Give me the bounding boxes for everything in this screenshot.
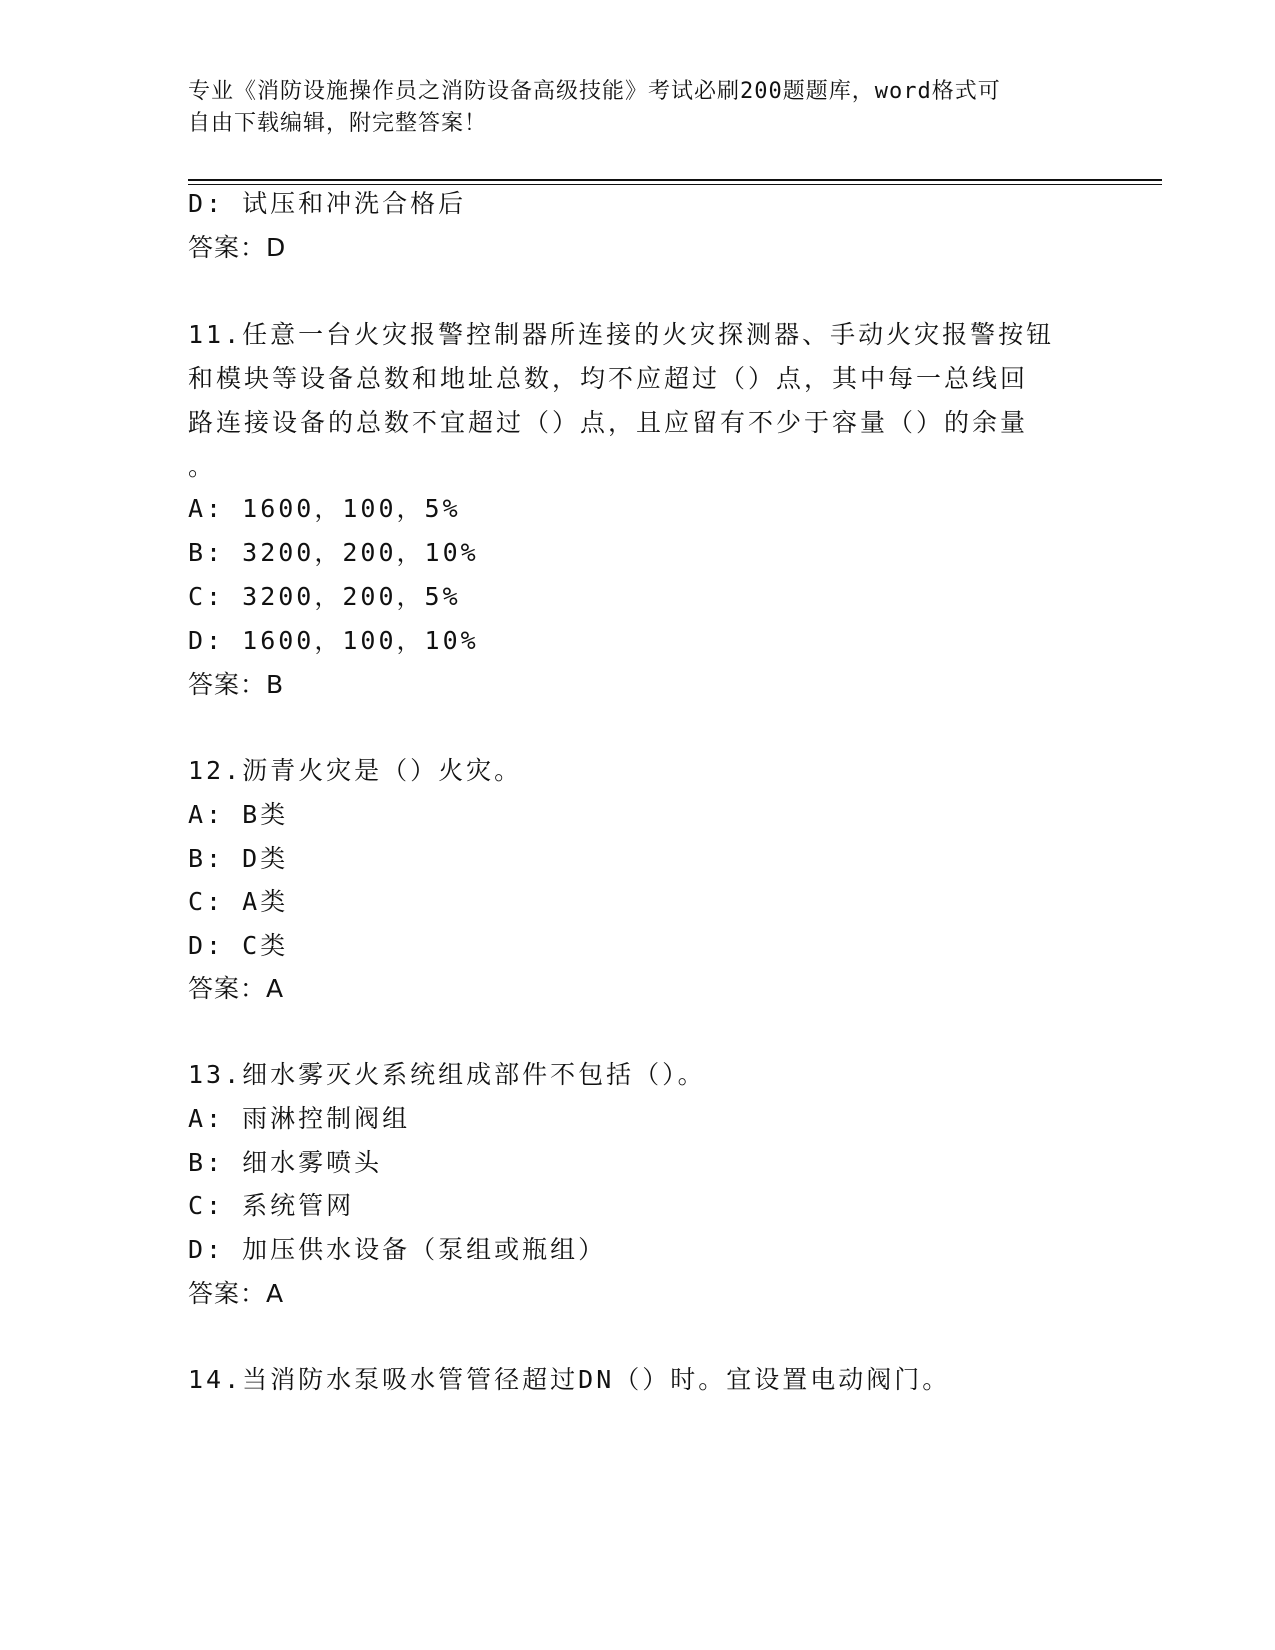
q12-option-a: A: B类 [188, 800, 289, 829]
q14-stem: 14.当消防水泵吸水管管径超过DN（）时。宜设置电动阀门。 [188, 1365, 951, 1394]
q13-option-b: B: 细水雾喷头 [188, 1148, 383, 1177]
q13-option-d: D: 加压供水设备（泵组或瓶组） [188, 1235, 607, 1264]
q11-stem-line-3: 路连接设备的总数不宜超过（）点，且应留有不少于容量（）的余量 [188, 408, 1029, 437]
prev-question-answer: 答案：D [188, 233, 287, 262]
prev-question-option-d: D: 试压和冲洗合格后 [188, 189, 467, 218]
q11-stem-line-4: 。 [188, 452, 217, 481]
header-line-1: 专业《消防设施操作员之消防设备高级技能》考试必刷200题题库，word格式可 [188, 79, 1001, 104]
header-divider-thick [188, 179, 1162, 181]
q11-answer: 答案：B [188, 670, 285, 699]
q12-option-d: D: C类 [188, 931, 289, 960]
q13-option-a: A: 雨淋控制阀组 [188, 1104, 411, 1133]
q11-stem-line-1: 11.任意一台火灾报警控制器所连接的火灾探测器、手动火灾报警按钮 [188, 320, 1055, 349]
q12-option-b: B: D类 [188, 844, 289, 873]
q12-option-c: C: A类 [188, 887, 289, 916]
q13-option-c: C: 系统管网 [188, 1191, 355, 1220]
q11-option-d: D: 1600，100，10% [188, 626, 479, 655]
q12-answer: 答案：A [188, 974, 285, 1003]
document-header [188, 76, 1068, 140]
q11-option-a: A: 1600，100，5% [188, 494, 461, 523]
q12-stem: 12.沥青火灾是（）火灾。 [188, 756, 523, 785]
header-divider-thin [188, 184, 1162, 185]
q13-stem: 13.细水雾灭火系统组成部件不包括（）。 [188, 1060, 706, 1089]
q11-option-b: B: 3200，200，10% [188, 538, 479, 567]
q13-answer: 答案：A [188, 1279, 285, 1308]
q11-option-c: C: 3200，200，5% [188, 582, 461, 611]
header-line-2: 自由下载编辑，附完整答案！ [188, 111, 488, 136]
q11-stem-line-2: 和模块等设备总数和地址总数，均不应超过（）点，其中每一总线回 [188, 364, 1029, 393]
